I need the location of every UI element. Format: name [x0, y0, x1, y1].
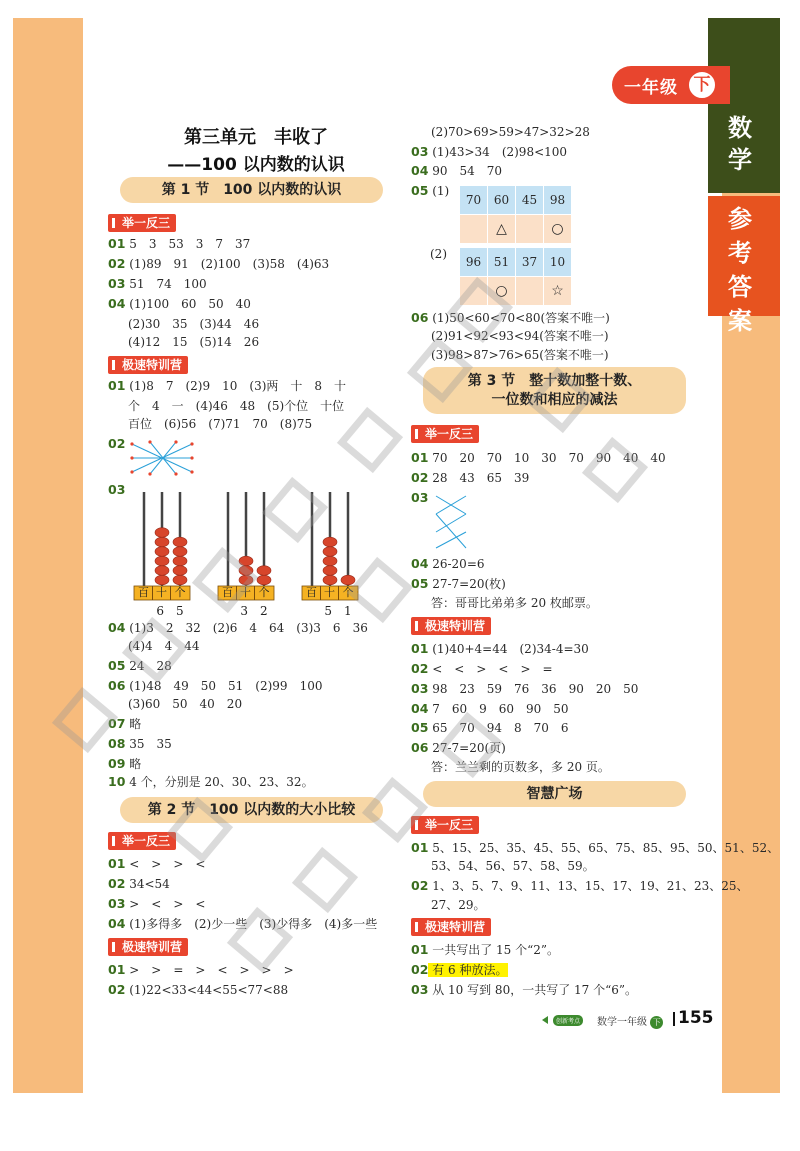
abacus-place-label: 百	[135, 586, 153, 600]
answer-text: (1)40+4=44 (2)34-4=30	[428, 642, 589, 656]
answer-text: (4)4 4 44	[128, 639, 200, 653]
unit-subtitle: ——100 以内数的认识	[167, 155, 345, 175]
abacus-bead	[257, 575, 271, 585]
table-cell-symbol: ☆	[544, 277, 572, 305]
answer-text: 34<54	[125, 877, 170, 891]
answer-text: 53、54、56、57、58、59。	[431, 859, 595, 873]
table-cell-number: 10	[544, 248, 572, 276]
answer-text: 有 6 种放法。	[428, 963, 508, 977]
answer-line	[108, 378, 346, 394]
question-number: 01	[108, 378, 126, 393]
question-number: 02	[411, 878, 429, 893]
answer-line	[411, 328, 609, 344]
question-number: 02	[108, 876, 126, 891]
answer-text: 26-20=6	[428, 557, 485, 571]
table-cell-symbol	[460, 277, 488, 305]
answer-line	[108, 296, 251, 312]
abacus-bead	[173, 547, 187, 557]
abacus-bead	[155, 575, 169, 585]
tag-jyfs-2: 举一反三	[108, 832, 176, 850]
answer-text: 百位 (6)56 (7)71 70 (8)75	[128, 417, 313, 431]
question-number: 01	[108, 962, 126, 977]
footer-arrow-icon	[540, 1015, 550, 1025]
abacus-place-label: 十	[237, 586, 255, 600]
answer-line	[411, 878, 749, 894]
abacus-bead	[239, 566, 253, 576]
answer-tab-label: 参考答案	[728, 205, 752, 335]
abacus-bead	[155, 547, 169, 557]
question-number: 04	[108, 916, 126, 931]
table-cell-number: 96	[460, 248, 488, 276]
s3-q03-line-diagram	[432, 492, 472, 552]
tag-jstxy: 极速特训营	[108, 356, 188, 374]
answer-line	[108, 876, 170, 892]
answer-text: (1)	[428, 184, 450, 198]
answer-line	[411, 556, 485, 572]
section-4-heading: 智慧广场	[423, 781, 686, 807]
table-cell-number: 70	[460, 186, 488, 214]
abacus-bead	[155, 556, 169, 566]
abacus-bead	[341, 575, 355, 585]
answer-text: 90 54 70	[428, 164, 503, 178]
answer-line	[108, 276, 207, 292]
question-number: 03	[411, 144, 429, 159]
subject-label: 数学	[728, 114, 752, 174]
question-number: 10	[108, 774, 126, 789]
answer-text: 答：兰兰剩的页数多，多 20 页。	[431, 760, 610, 774]
abacus-bead	[155, 537, 169, 547]
answer-text: (1)3 2 32 (2)6 4 64 (3)3 6 36	[125, 621, 368, 635]
answer-text: 65 70 94 8 70 6	[428, 721, 569, 735]
answer-text: 略	[125, 757, 142, 771]
answer-text: (1)89 91 (2)100 (3)58 (4)63	[125, 257, 330, 271]
answer-line	[411, 490, 432, 506]
answer-line	[411, 183, 449, 199]
answer-text: 从 10 写到 80，一共写了 17 个“6”。	[428, 983, 638, 997]
answer-line	[411, 661, 553, 677]
question-number: 09	[108, 756, 126, 771]
section-3-heading	[423, 367, 686, 414]
question-number: 05	[411, 576, 429, 591]
question-number: 01	[411, 840, 429, 855]
abacus-reading: 3 2	[240, 604, 268, 618]
answer-text: 70 20 70 10 30 70 90 40 40	[428, 451, 666, 465]
answer-text: (3)60 50 40 20	[128, 697, 243, 711]
question-number: 04	[411, 163, 429, 178]
table-cell-symbol	[516, 215, 544, 243]
answer-text: (1)多得多 (2)少一些 (3)少得多 (4)多一些	[125, 917, 378, 931]
answer-line	[108, 736, 172, 752]
answer-text: < > > <	[125, 857, 206, 871]
table-cell-number: 51	[488, 248, 516, 276]
question-number: 03	[108, 276, 126, 291]
abacus-place-label: 百	[219, 586, 237, 600]
answer-line	[411, 681, 638, 697]
abacus-place-label: 百	[303, 586, 321, 600]
abacus-bead	[323, 547, 337, 557]
answer-line	[411, 450, 666, 466]
answer-line	[108, 962, 294, 978]
answer-line	[411, 897, 486, 913]
answer-text: 1、3、5、7、9、11、13、15、17、19、21、23、25、	[428, 879, 749, 893]
q05-label-2: (2)	[430, 247, 447, 261]
left-margin-strip	[13, 18, 83, 1093]
question-number: 01	[411, 450, 429, 465]
table-cell-number: 98	[544, 186, 572, 214]
question-number: 06	[411, 740, 429, 755]
answer-line	[411, 144, 567, 160]
question-number: 02	[411, 962, 429, 977]
answer-text: 24 28	[125, 659, 172, 673]
answer-line	[108, 398, 344, 414]
question-number: 04	[411, 556, 429, 571]
answer-text: (2)70>69>59>47>32>28	[431, 125, 590, 139]
answer-text: (1)43>34 (2)98<100	[428, 145, 568, 159]
answer-line	[411, 641, 589, 657]
tag-jstxy-3: 极速特训营	[411, 617, 491, 635]
answer-line	[411, 858, 595, 874]
question-number: 06	[108, 678, 126, 693]
answer-line	[108, 236, 250, 252]
question-number: 02	[411, 661, 429, 676]
question-number: 01	[411, 942, 429, 957]
question-number: 08	[108, 736, 126, 751]
question-number: 05	[108, 658, 126, 673]
table-cell-number: 60	[488, 186, 516, 214]
abacus-place-label: 个	[258, 586, 270, 599]
question-number: 03	[411, 982, 429, 997]
answer-line	[411, 576, 506, 592]
answer-line	[108, 756, 141, 772]
table-cell-number: 45	[516, 186, 544, 214]
answer-line	[108, 620, 368, 636]
abacus-reading: 5 1	[324, 604, 352, 618]
abacus-bead	[323, 566, 337, 576]
abacus-reading: 6 5	[156, 604, 184, 618]
answer-line	[411, 942, 559, 958]
section-3-heading-line2: 一位数和相应的减法	[491, 392, 618, 408]
answer-text: 51 74 100	[125, 277, 207, 291]
answer-text: 27-7=20(页)	[428, 741, 506, 755]
answer-line	[108, 896, 205, 912]
question-number: 05	[411, 183, 429, 198]
question-number: 06	[411, 310, 429, 325]
answer-line	[108, 316, 259, 332]
answer-line	[108, 696, 242, 712]
answer-text: 一共写出了 15 个“2”。	[428, 943, 560, 957]
answer-line	[411, 740, 506, 756]
answer-line	[108, 416, 312, 432]
answer-text: (2)91<92<93<94(答案不唯一)	[431, 329, 609, 343]
footer-divider	[673, 1012, 675, 1026]
answer-text: 27、29。	[431, 898, 486, 912]
question-number: 07	[108, 716, 126, 731]
answer-text: (1)100 60 50 40	[125, 297, 251, 311]
answer-line	[108, 716, 141, 732]
section-2-heading: 第 2 节 100 以内数的大小比较	[120, 797, 383, 823]
question-number: 02	[411, 470, 429, 485]
abacus-bead	[323, 556, 337, 566]
question-number: 01	[108, 856, 126, 871]
answer-text: (1)8 7 (2)9 10 (3)两 十 8 十	[125, 379, 347, 393]
answer-text: > < > <	[125, 897, 206, 911]
answer-text: < < > < > =	[428, 662, 553, 676]
answer-line	[108, 436, 129, 452]
answer-text: 5、15、25、35、45、55、65、75、85、95、50、51、52、	[428, 841, 780, 855]
question-number: 04	[411, 701, 429, 716]
footer-label-text: 数学一年级	[597, 1017, 647, 1028]
answer-line	[411, 701, 569, 717]
answer-text: 略	[125, 717, 142, 731]
answer-line	[411, 595, 598, 611]
answer-text: 7 60 9 60 90 50	[428, 702, 569, 716]
tag-jyfs: 举一反三	[108, 214, 176, 232]
answer-text: 个 4 一 (4)46 48 (5)个位 十位	[128, 399, 345, 413]
abacus-place-label: 个	[342, 586, 354, 599]
answer-text: 4 个，分别是 20、30、23、32。	[125, 775, 314, 789]
answer-line	[411, 962, 508, 978]
answer-line	[108, 916, 377, 932]
question-number: 01	[108, 236, 126, 251]
footer-volume: 下	[650, 1016, 663, 1029]
question-number: 05	[411, 720, 429, 735]
abacus-bead	[239, 575, 253, 585]
question-number: 03	[411, 490, 429, 505]
question-number: 02	[108, 256, 126, 271]
answer-line	[108, 256, 329, 272]
answer-line	[108, 982, 288, 998]
answer-line	[411, 124, 590, 140]
tag-jyfs-4: 举一反三	[411, 816, 479, 834]
answer-line	[411, 310, 610, 326]
answer-line	[411, 163, 502, 179]
page-number: 155	[678, 1008, 714, 1028]
abacus-bead	[323, 575, 337, 585]
tag-jyfs-3: 举一反三	[411, 425, 479, 443]
tag-jstxy-4: 极速特训营	[411, 918, 491, 936]
answer-text: 27-7=20(枚)	[428, 577, 506, 591]
answer-line	[108, 774, 314, 790]
answer-text: > > = > < > > >	[125, 963, 294, 977]
answer-text: 5 3 53 3 7 37	[125, 237, 251, 251]
tag-jstxy-2: 极速特训营	[108, 938, 188, 956]
answer-text: (1)22<33<44<55<77<88	[125, 983, 289, 997]
answer-text: 98 23 59 76 36 90 20 50	[428, 682, 639, 696]
abacus-bead	[155, 566, 169, 576]
question-number: 03	[108, 896, 126, 911]
answer-line	[108, 658, 172, 674]
answer-line	[411, 470, 529, 486]
question-number: 01	[411, 641, 429, 656]
table-cell-symbol: △	[488, 215, 516, 243]
answer-text: 答：哥哥比弟弟多 20 枚邮票。	[431, 596, 598, 610]
abacus-bead	[173, 556, 187, 566]
footer-badge: 创新考点	[553, 1015, 583, 1026]
abacus-bead	[173, 537, 187, 547]
answer-text: (4)12 15 (5)14 26	[128, 335, 260, 349]
section-1-heading: 第 1 节 100 以内数的认识	[120, 177, 383, 203]
table-cell-symbol	[460, 215, 488, 243]
table-cell-symbol: ○	[488, 277, 516, 305]
section-3-heading-line1: 第 3 节 整十数加整十数、	[467, 373, 642, 389]
abacus-bead	[173, 575, 187, 585]
answer-line	[411, 840, 779, 856]
table-cell-symbol	[516, 277, 544, 305]
question-number: 04	[108, 620, 126, 635]
answer-text: (1)50<60<70<80(答案不唯一)	[428, 311, 610, 325]
abacus-place-label: 十	[321, 586, 339, 600]
answer-line	[108, 334, 259, 350]
abacus-bead	[257, 566, 271, 576]
question-number: 02	[108, 436, 126, 451]
volume-badge: 下	[686, 69, 718, 101]
table-cell-symbol: ○	[544, 215, 572, 243]
answer-line	[411, 347, 609, 363]
answer-text: (1)48 49 50 51 (2)99 100	[125, 679, 323, 693]
answer-text: (3)98>87>76>65(答案不唯一)	[431, 348, 609, 362]
question-number: 04	[108, 296, 126, 311]
answer-line	[108, 678, 322, 694]
answer-text: 35 35	[125, 737, 172, 751]
abacus-bead	[173, 566, 187, 576]
answer-line	[411, 759, 610, 775]
abacus-bead	[323, 537, 337, 547]
answer-line	[108, 482, 129, 498]
abacus-place-label: 十	[153, 586, 171, 600]
question-number: 03	[411, 681, 429, 696]
answer-text: (2)30 35 (3)44 46	[128, 317, 260, 331]
question-number: 02	[108, 982, 126, 997]
grade-label: 一年级	[624, 78, 678, 98]
question-number: 03	[108, 482, 126, 497]
abacus-place-label: 个	[174, 586, 186, 599]
footer-label	[597, 1013, 663, 1029]
abacus-bead	[239, 556, 253, 566]
table-cell-number: 37	[516, 248, 544, 276]
q02-cross-lines-diagram	[128, 438, 198, 478]
abacus-bead	[155, 528, 169, 538]
answer-line	[411, 982, 637, 998]
answer-line	[108, 638, 200, 654]
answer-text: 28 43 65 39	[428, 471, 530, 485]
answer-line	[411, 720, 569, 736]
unit-title: 第三单元 丰收了	[184, 127, 328, 148]
answer-line	[108, 856, 205, 872]
